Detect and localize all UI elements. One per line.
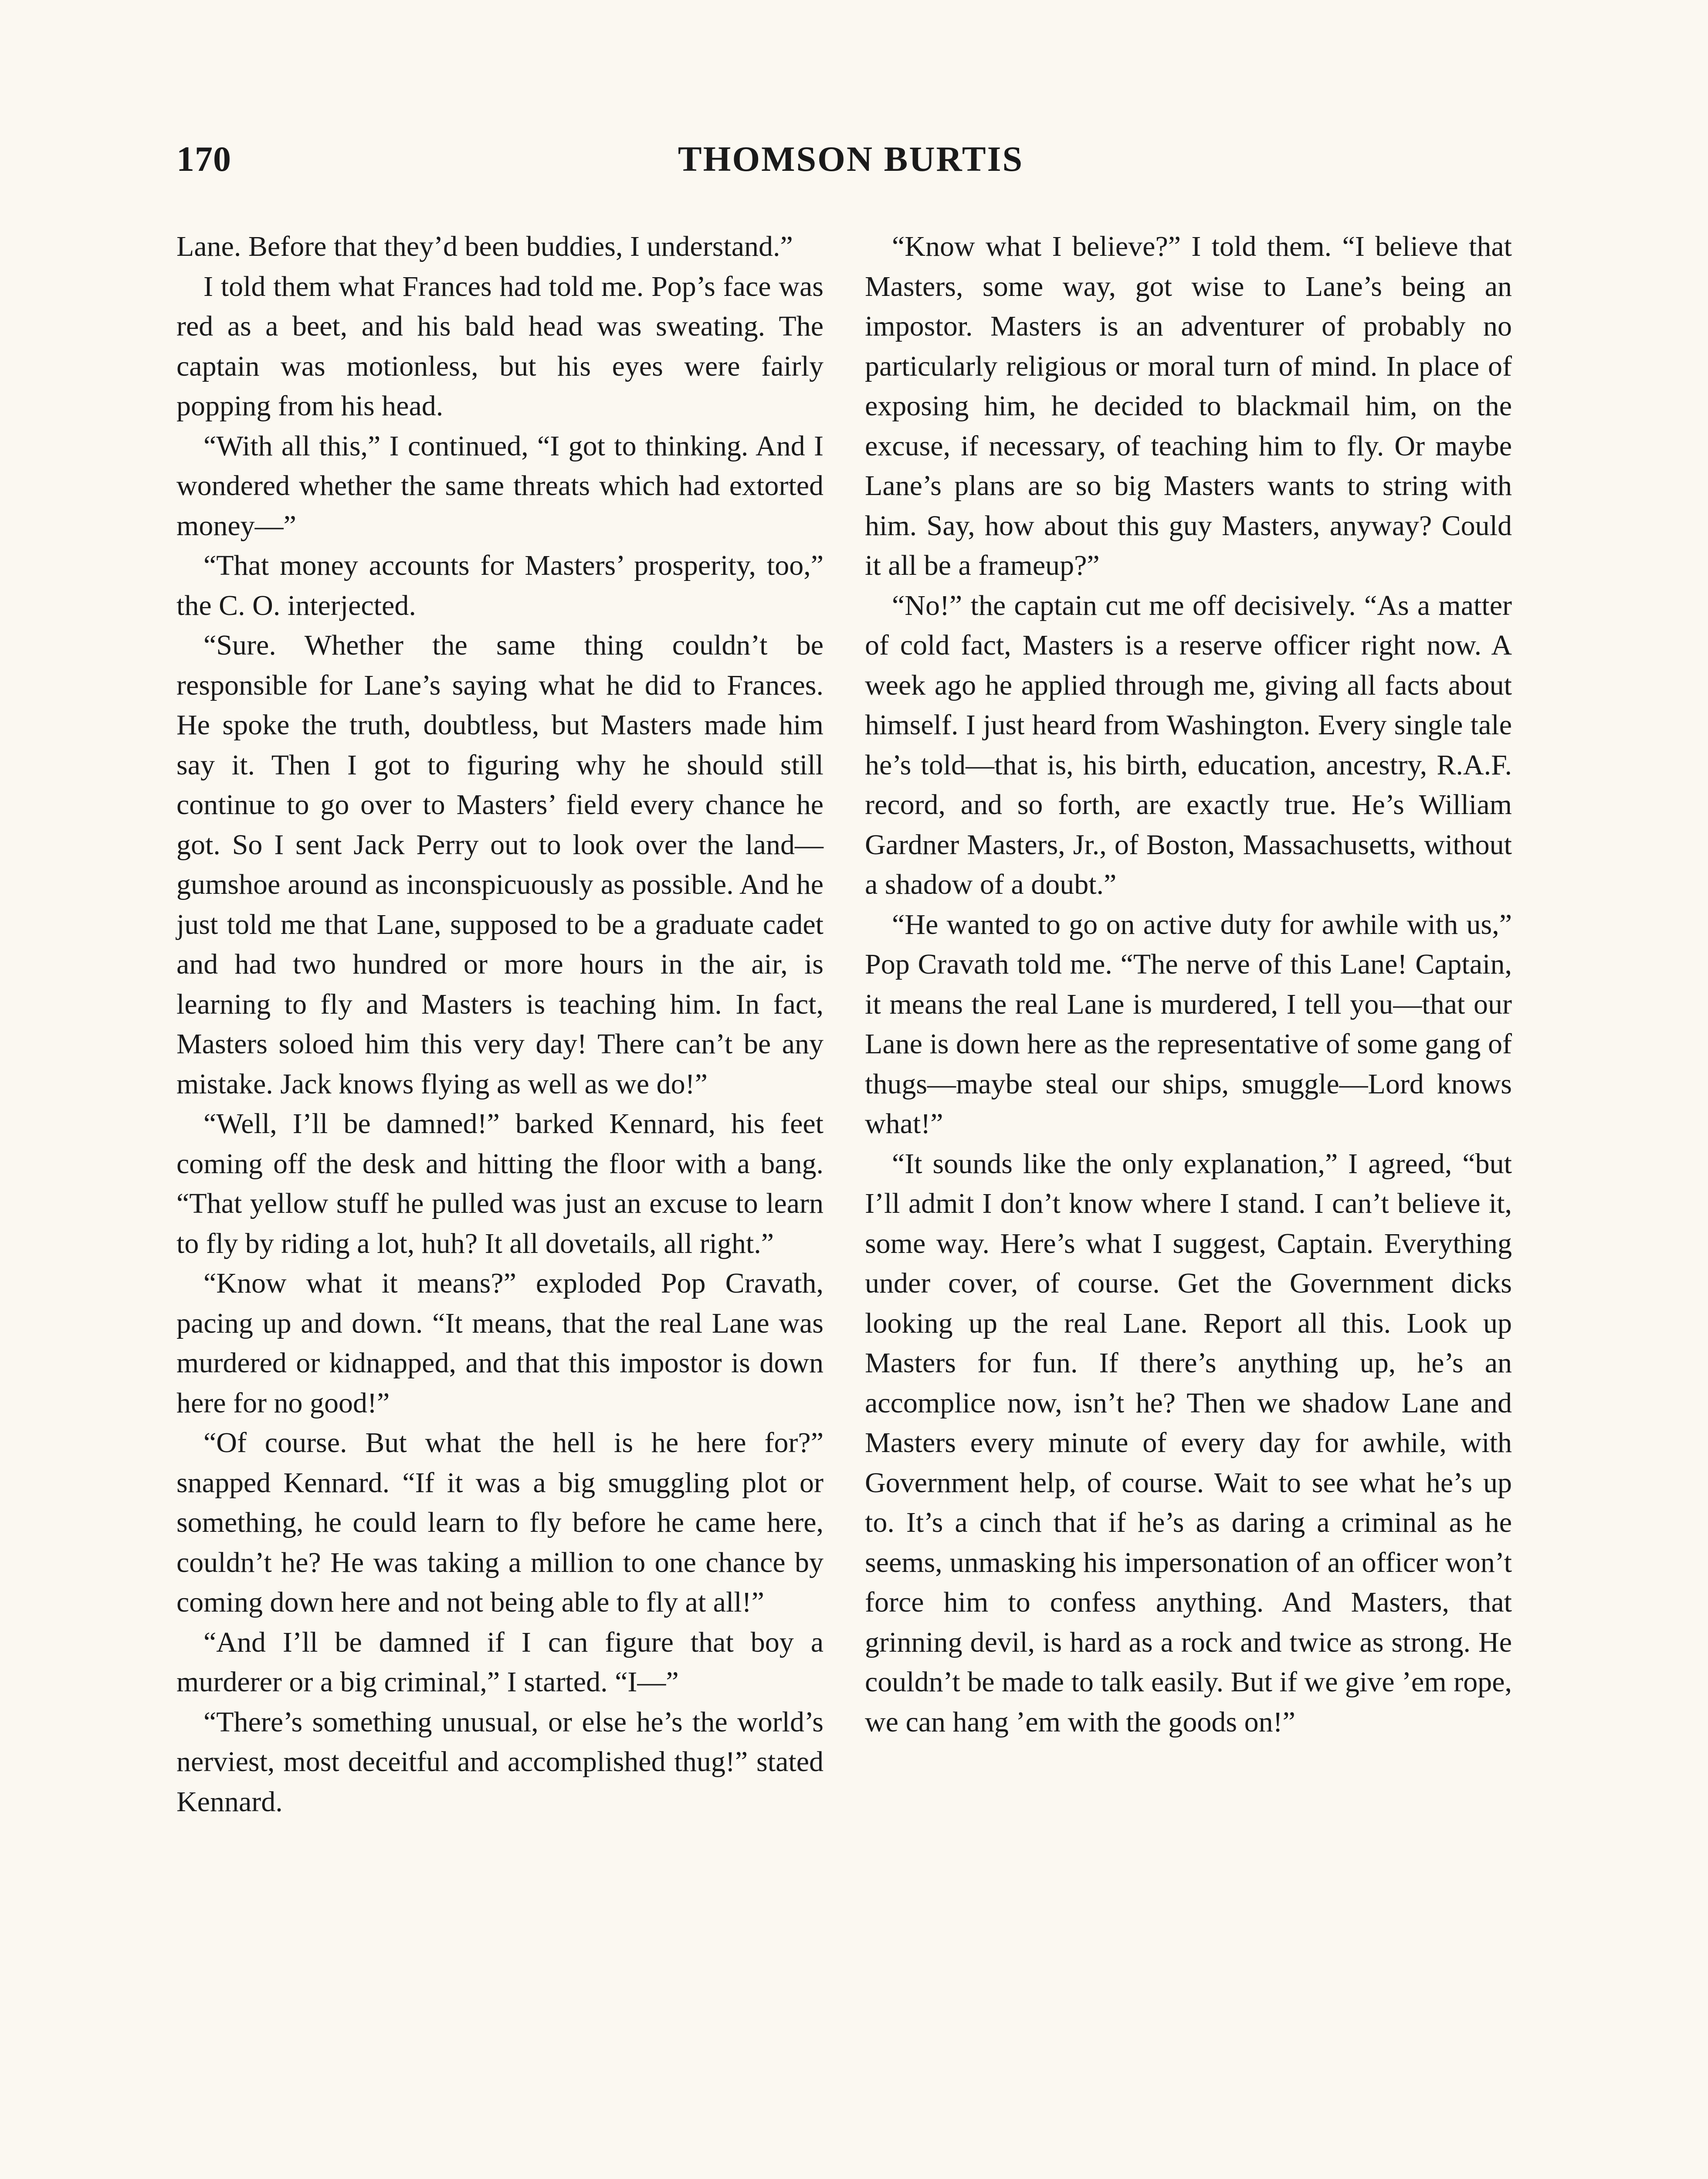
paragraph: “Sure. Whether the same thing couldn’t be responsible for Lane’s saying what he did to Frances. He spoke the truth, doubtless, but Masters made him say it. Then I got to figuring why he should still continue to go over to Masters’ field every chance he got. So I sent Jack Perry out to look over the land—gumshoe around as inconspicuously as possible. And he just told me that Lane, supposed to be a graduate cadet and had two hundred or more hours in the air, is learning to fly and Masters is teaching him. In fact, Masters soloed him this very day! There can’t be any mistake. Jack knows flying as well as we do!”	[176, 629, 824, 1100]
paragraph: “That money accounts for Masters’ prosperity, too,” the C. O. interjected.	[176, 550, 824, 621]
paragraph: “No!” the captain cut me off decisively. “As a matter of cold fact, Masters is a reserve officer right now. A week ago he applied through me, giving all facts about himself. I just heard from Washington. Every single tale he’s told—that is, his birth, education, ancestry, R.A.F. record, and so forth, are exactly true. He’s William Gardner Masters, Jr., of Boston, Massachusetts, without a shadow of a doubt.”	[865, 589, 1512, 900]
paragraph: I told them what Frances had told me. Pop’s face was red as a beet, and his bald head was sweating. The captain was motionless, but his eyes were fairly popping from his head.	[176, 270, 824, 422]
paragraph: “Know what it means?” exploded Pop Cravath, pacing up and down. “It means, that the real Lane was murdered or kidnapped, and that this impostor is down here for no good!”	[176, 1267, 824, 1419]
paragraph: “Know what I believe?” I told them. “I believe that Masters, some way, got wise to Lane’s being an impostor. Masters is an adventurer of probably no particularly religious or moral turn of mind. In place of exposing him, he decided to blackmail him, on the excuse, if necessary, of teaching him to fly. Or maybe Lane’s plans are so big Masters wants to string with him. Say, how about this guy Masters, anyway? Could it all be a frameup?”	[865, 231, 1512, 581]
paragraph: Lane. Before that they’d been buddies, I understand.”	[176, 231, 793, 262]
paragraph: “There’s something unusual, or else he’s the world’s nerviest, most deceitful and accomplished thug!” stated Kennard.	[176, 1706, 824, 1818]
paragraph: “Of course. But what the hell is he here for?” snapped Kennard. “If it was a big smuggling plot or something, he could learn to fly before he came here, couldn’t he? He was taking a million to one chance by coming down here and not being able to fly at all!”	[176, 1427, 824, 1618]
running-head: THOMSON BURTIS	[678, 139, 1024, 179]
paragraph: “With all this,” I continued, “I got to thinking. And I wondered whether the same threats which had extorted money—”	[176, 430, 824, 542]
left-column	[176, 227, 824, 1822]
paragraph: “It sounds like the only explanation,” I agreed, “but I’ll admit I don’t know where I stand. I can’t believe it, some way. Here’s what I suggest, Captain. Everything under cover, of course. Get the Government dicks looking up the real Lane. Report all this. Look up Masters for fun. If there’s anything up, he’s an accomplice now, isn’t he? Then we shadow Lane and Masters every minute of every day for awhile, with Government help, of course. Wait to see what he’s up to. It’s a cinch that if he’s as daring a criminal as he seems, unmasking his impersonation of an officer won’t force him to confess anything. And Masters, that grinning devil, is hard as a rock and twice as strong. He couldn’t be made to talk easily. But if we give ’em rope, we can hang ’em with the goods on!”	[865, 1147, 1512, 1738]
page-header	[176, 139, 1525, 191]
paragraph: “And I’ll be damned if I can figure that boy a murderer or a big criminal,” I started. “I—”	[176, 1626, 824, 1698]
right-column	[865, 227, 1512, 1742]
paragraph: “He wanted to go on active duty for awhile with us,” Pop Cravath told me. “The nerve of this Lane! Captain, it means the real Lane is murdered, I tell you—that our Lane is down here as the representative of some gang of thugs—maybe steal our ships, smuggle—Lord knows what!”	[865, 908, 1512, 1140]
paragraph: “Well, I’ll be damned!” barked Kennard, his feet coming off the desk and hitting the floor with a bang. “That yellow stuff he pulled was just an excuse to learn to fly by riding a lot, huh? It all dovetails, all right.”	[176, 1108, 824, 1259]
page-number: 170	[176, 139, 231, 179]
